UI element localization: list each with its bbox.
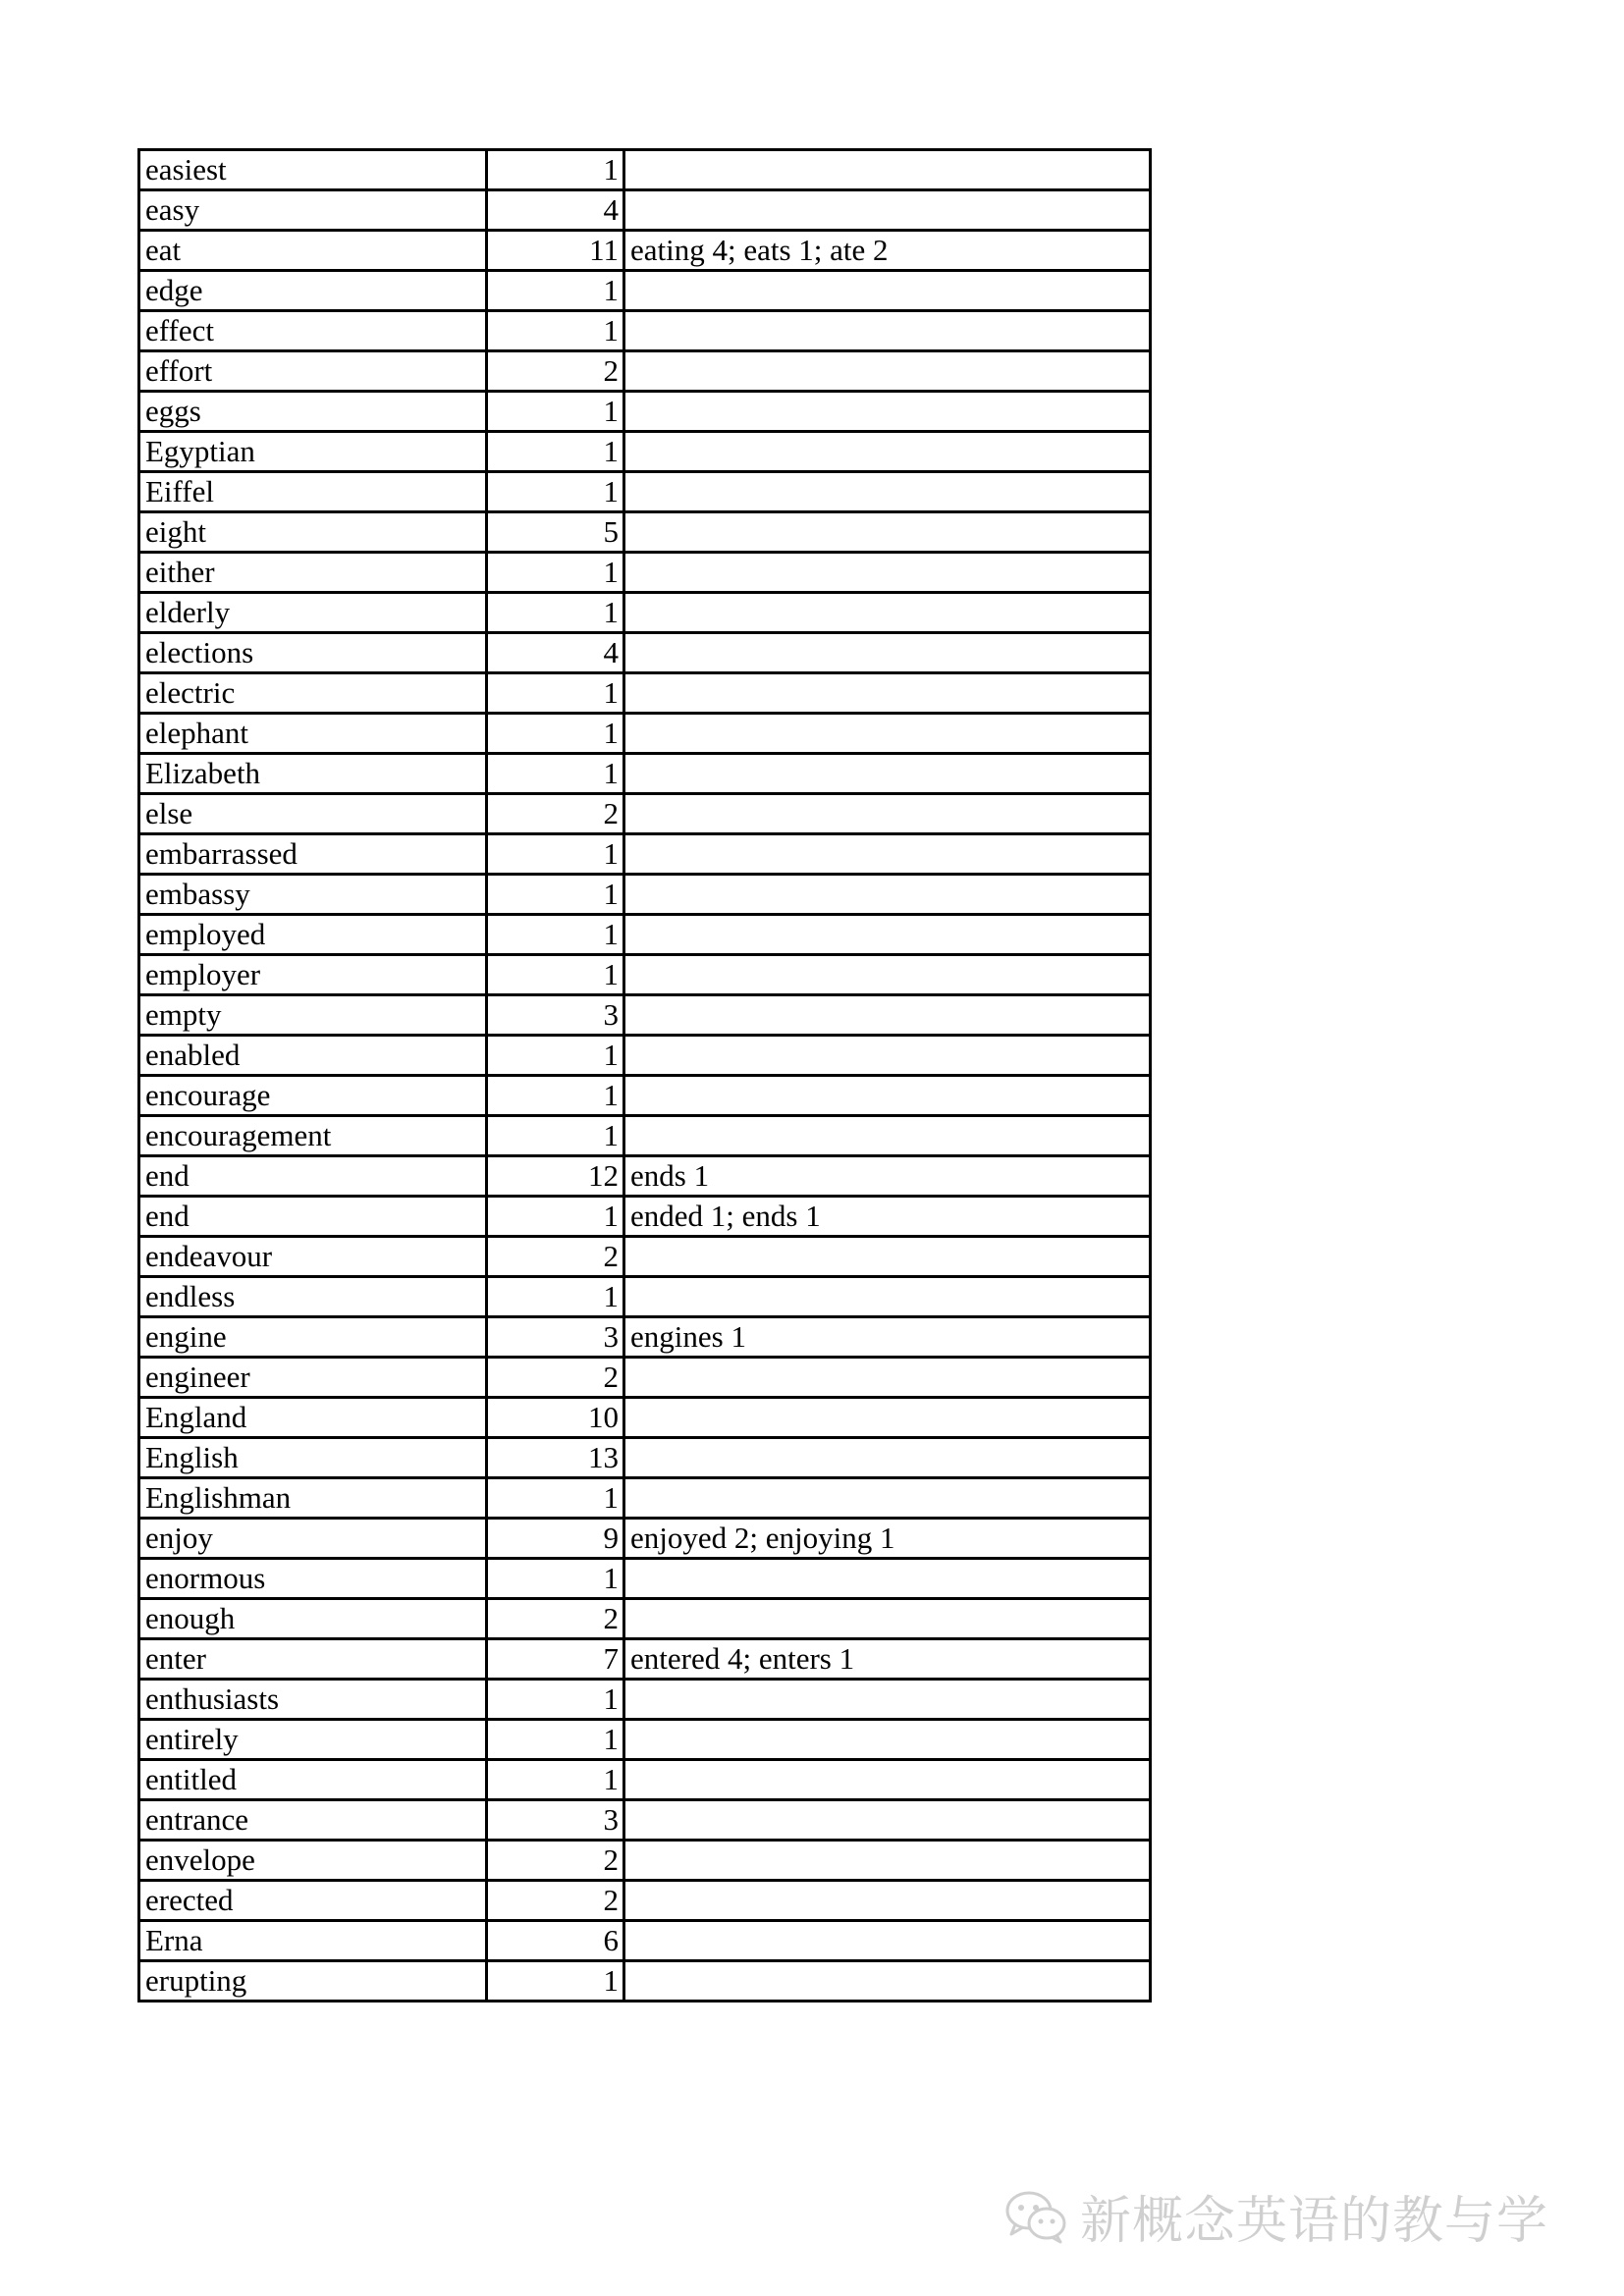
word-cell: eggs <box>139 392 487 432</box>
word-cell: elections <box>139 633 487 673</box>
word-cell: Eiffel <box>139 472 487 512</box>
table-row <box>139 834 1151 875</box>
word-cell: enough <box>139 1599 487 1639</box>
forms-cell <box>624 392 1151 432</box>
forms-cell <box>624 271 1151 311</box>
table-row <box>139 1358 1151 1398</box>
word-cell: encouragement <box>139 1116 487 1156</box>
forms-cell <box>624 1680 1151 1720</box>
word-cell: embassy <box>139 875 487 915</box>
forms-cell <box>624 553 1151 593</box>
count-cell: 2 <box>487 1881 624 1921</box>
forms-cell <box>624 1559 1151 1599</box>
forms-cell <box>624 875 1151 915</box>
table-row <box>139 1398 1151 1438</box>
count-cell: 1 <box>487 1036 624 1076</box>
table-row <box>139 432 1151 472</box>
word-cell: employed <box>139 915 487 955</box>
word-cell: encourage <box>139 1076 487 1116</box>
word-cell: entirely <box>139 1720 487 1760</box>
word-cell: entrance <box>139 1800 487 1841</box>
forms-cell <box>624 1478 1151 1519</box>
forms-cell <box>624 432 1151 472</box>
count-cell: 1 <box>487 1197 624 1237</box>
count-cell: 1 <box>487 955 624 995</box>
table-row <box>139 1559 1151 1599</box>
table-row <box>139 392 1151 432</box>
watermark <box>1003 2181 1548 2250</box>
table-row <box>139 351 1151 392</box>
forms-cell: eating 4; eats 1; ate 2 <box>624 231 1151 271</box>
count-cell: 1 <box>487 311 624 351</box>
table-row <box>139 1036 1151 1076</box>
count-cell: 2 <box>487 1841 624 1881</box>
word-cell: embarrassed <box>139 834 487 875</box>
forms-cell <box>624 1881 1151 1921</box>
word-cell: easy <box>139 190 487 231</box>
word-cell: enjoy <box>139 1519 487 1559</box>
table-row <box>139 1478 1151 1519</box>
count-cell: 13 <box>487 1438 624 1478</box>
forms-cell <box>624 150 1151 190</box>
count-cell: 1 <box>487 1478 624 1519</box>
forms-cell <box>624 1036 1151 1076</box>
forms-cell <box>624 673 1151 714</box>
forms-cell <box>624 1720 1151 1760</box>
forms-cell: engines 1 <box>624 1317 1151 1358</box>
word-cell: elderly <box>139 593 487 633</box>
word-cell: engineer <box>139 1358 487 1398</box>
forms-cell <box>624 1961 1151 2002</box>
table-row <box>139 1961 1151 2002</box>
table-row <box>139 794 1151 834</box>
forms-cell: ended 1; ends 1 <box>624 1197 1151 1237</box>
table-row <box>139 875 1151 915</box>
forms-cell <box>624 1760 1151 1800</box>
table-row <box>139 955 1151 995</box>
word-cell: end <box>139 1156 487 1197</box>
table-row <box>139 1921 1151 1961</box>
forms-cell <box>624 794 1151 834</box>
forms-cell <box>624 633 1151 673</box>
table-row <box>139 1680 1151 1720</box>
table-row <box>139 1720 1151 1760</box>
word-cell: engine <box>139 1317 487 1358</box>
word-cell: electric <box>139 673 487 714</box>
table-row <box>139 1800 1151 1841</box>
count-cell: 2 <box>487 1237 624 1277</box>
count-cell: 9 <box>487 1519 624 1559</box>
count-cell: 1 <box>487 593 624 633</box>
count-cell: 1 <box>487 1116 624 1156</box>
word-cell: erupting <box>139 1961 487 2002</box>
forms-cell <box>624 915 1151 955</box>
table-row <box>139 754 1151 794</box>
count-cell: 11 <box>487 231 624 271</box>
table-row <box>139 1197 1151 1237</box>
forms-cell <box>624 1841 1151 1881</box>
count-cell: 1 <box>487 1559 624 1599</box>
table-row <box>139 271 1151 311</box>
count-cell: 1 <box>487 1720 624 1760</box>
count-cell: 1 <box>487 1277 624 1317</box>
word-cell: England <box>139 1398 487 1438</box>
table-row <box>139 1317 1151 1358</box>
word-cell: endeavour <box>139 1237 487 1277</box>
word-cell: enthusiasts <box>139 1680 487 1720</box>
forms-cell <box>624 512 1151 553</box>
count-cell: 12 <box>487 1156 624 1197</box>
count-cell: 1 <box>487 472 624 512</box>
forms-cell <box>624 190 1151 231</box>
word-cell: empty <box>139 995 487 1036</box>
count-cell: 1 <box>487 553 624 593</box>
table-row <box>139 1237 1151 1277</box>
forms-cell <box>624 1237 1151 1277</box>
table-row <box>139 150 1151 190</box>
count-cell: 1 <box>487 271 624 311</box>
table-row <box>139 472 1151 512</box>
word-cell: eat <box>139 231 487 271</box>
table-row <box>139 915 1151 955</box>
count-cell: 1 <box>487 1961 624 2002</box>
table-row <box>139 311 1151 351</box>
count-cell: 6 <box>487 1921 624 1961</box>
forms-cell: entered 4; enters 1 <box>624 1639 1151 1680</box>
count-cell: 2 <box>487 1358 624 1398</box>
count-cell: 3 <box>487 1800 624 1841</box>
table-row <box>139 673 1151 714</box>
word-cell: elephant <box>139 714 487 754</box>
word-cell: English <box>139 1438 487 1478</box>
table-row <box>139 1599 1151 1639</box>
count-cell: 1 <box>487 1076 624 1116</box>
count-cell: 1 <box>487 915 624 955</box>
table-row <box>139 1076 1151 1116</box>
table-row <box>139 553 1151 593</box>
forms-cell <box>624 351 1151 392</box>
forms-cell <box>624 1438 1151 1478</box>
forms-cell <box>624 834 1151 875</box>
table-row <box>139 1881 1151 1921</box>
forms-cell <box>624 1599 1151 1639</box>
count-cell: 1 <box>487 834 624 875</box>
count-cell: 2 <box>487 1599 624 1639</box>
count-cell: 2 <box>487 351 624 392</box>
count-cell: 4 <box>487 633 624 673</box>
word-cell: either <box>139 553 487 593</box>
count-cell: 1 <box>487 392 624 432</box>
word-cell: endless <box>139 1277 487 1317</box>
word-cell: Elizabeth <box>139 754 487 794</box>
table-row <box>139 1841 1151 1881</box>
table-row <box>139 1438 1151 1478</box>
word-frequency-table <box>137 148 1152 2002</box>
table-row <box>139 190 1151 231</box>
forms-cell <box>624 714 1151 754</box>
table-row <box>139 995 1151 1036</box>
word-cell: employer <box>139 955 487 995</box>
count-cell: 5 <box>487 512 624 553</box>
table-row <box>139 1156 1151 1197</box>
forms-cell <box>624 1921 1151 1961</box>
forms-cell: ends 1 <box>624 1156 1151 1197</box>
count-cell: 1 <box>487 432 624 472</box>
word-cell: enormous <box>139 1559 487 1599</box>
count-cell: 1 <box>487 875 624 915</box>
word-cell: Erna <box>139 1921 487 1961</box>
count-cell: 1 <box>487 754 624 794</box>
count-cell: 10 <box>487 1398 624 1438</box>
forms-cell <box>624 472 1151 512</box>
table-row <box>139 1277 1151 1317</box>
count-cell: 1 <box>487 1680 624 1720</box>
word-cell: envelope <box>139 1841 487 1881</box>
forms-cell <box>624 995 1151 1036</box>
count-cell: 1 <box>487 673 624 714</box>
word-cell: edge <box>139 271 487 311</box>
word-cell: Egyptian <box>139 432 487 472</box>
word-cell: Englishman <box>139 1478 487 1519</box>
forms-cell <box>624 311 1151 351</box>
table-row <box>139 593 1151 633</box>
forms-cell <box>624 1076 1151 1116</box>
forms-cell: enjoyed 2; enjoying 1 <box>624 1519 1151 1559</box>
word-cell: end <box>139 1197 487 1237</box>
forms-cell <box>624 754 1151 794</box>
table-row <box>139 1760 1151 1800</box>
table-row <box>139 1519 1151 1559</box>
count-cell: 1 <box>487 150 624 190</box>
count-cell: 1 <box>487 1760 624 1800</box>
word-cell: eight <box>139 512 487 553</box>
count-cell: 3 <box>487 995 624 1036</box>
word-cell: easiest <box>139 150 487 190</box>
word-cell: else <box>139 794 487 834</box>
word-cell: effort <box>139 351 487 392</box>
count-cell: 1 <box>487 714 624 754</box>
forms-cell <box>624 593 1151 633</box>
word-cell: effect <box>139 311 487 351</box>
word-cell: enabled <box>139 1036 487 1076</box>
watermark-text: 新概念英语的教与学 <box>1080 2191 1549 2251</box>
forms-cell <box>624 955 1151 995</box>
word-cell: entitled <box>139 1760 487 1800</box>
table-row <box>139 1116 1151 1156</box>
count-cell: 4 <box>487 190 624 231</box>
word-cell: enter <box>139 1639 487 1680</box>
table-body <box>139 150 1151 2002</box>
table-row <box>139 512 1151 553</box>
word-cell: erected <box>139 1881 487 1921</box>
wechat-icon <box>1003 2187 1068 2244</box>
count-cell: 2 <box>487 794 624 834</box>
table-row <box>139 1639 1151 1680</box>
forms-cell <box>624 1277 1151 1317</box>
forms-cell <box>624 1398 1151 1438</box>
count-cell: 3 <box>487 1317 624 1358</box>
forms-cell <box>624 1358 1151 1398</box>
count-cell: 7 <box>487 1639 624 1680</box>
forms-cell <box>624 1116 1151 1156</box>
table-row <box>139 714 1151 754</box>
table-row <box>139 231 1151 271</box>
forms-cell <box>624 1800 1151 1841</box>
table-row <box>139 633 1151 673</box>
